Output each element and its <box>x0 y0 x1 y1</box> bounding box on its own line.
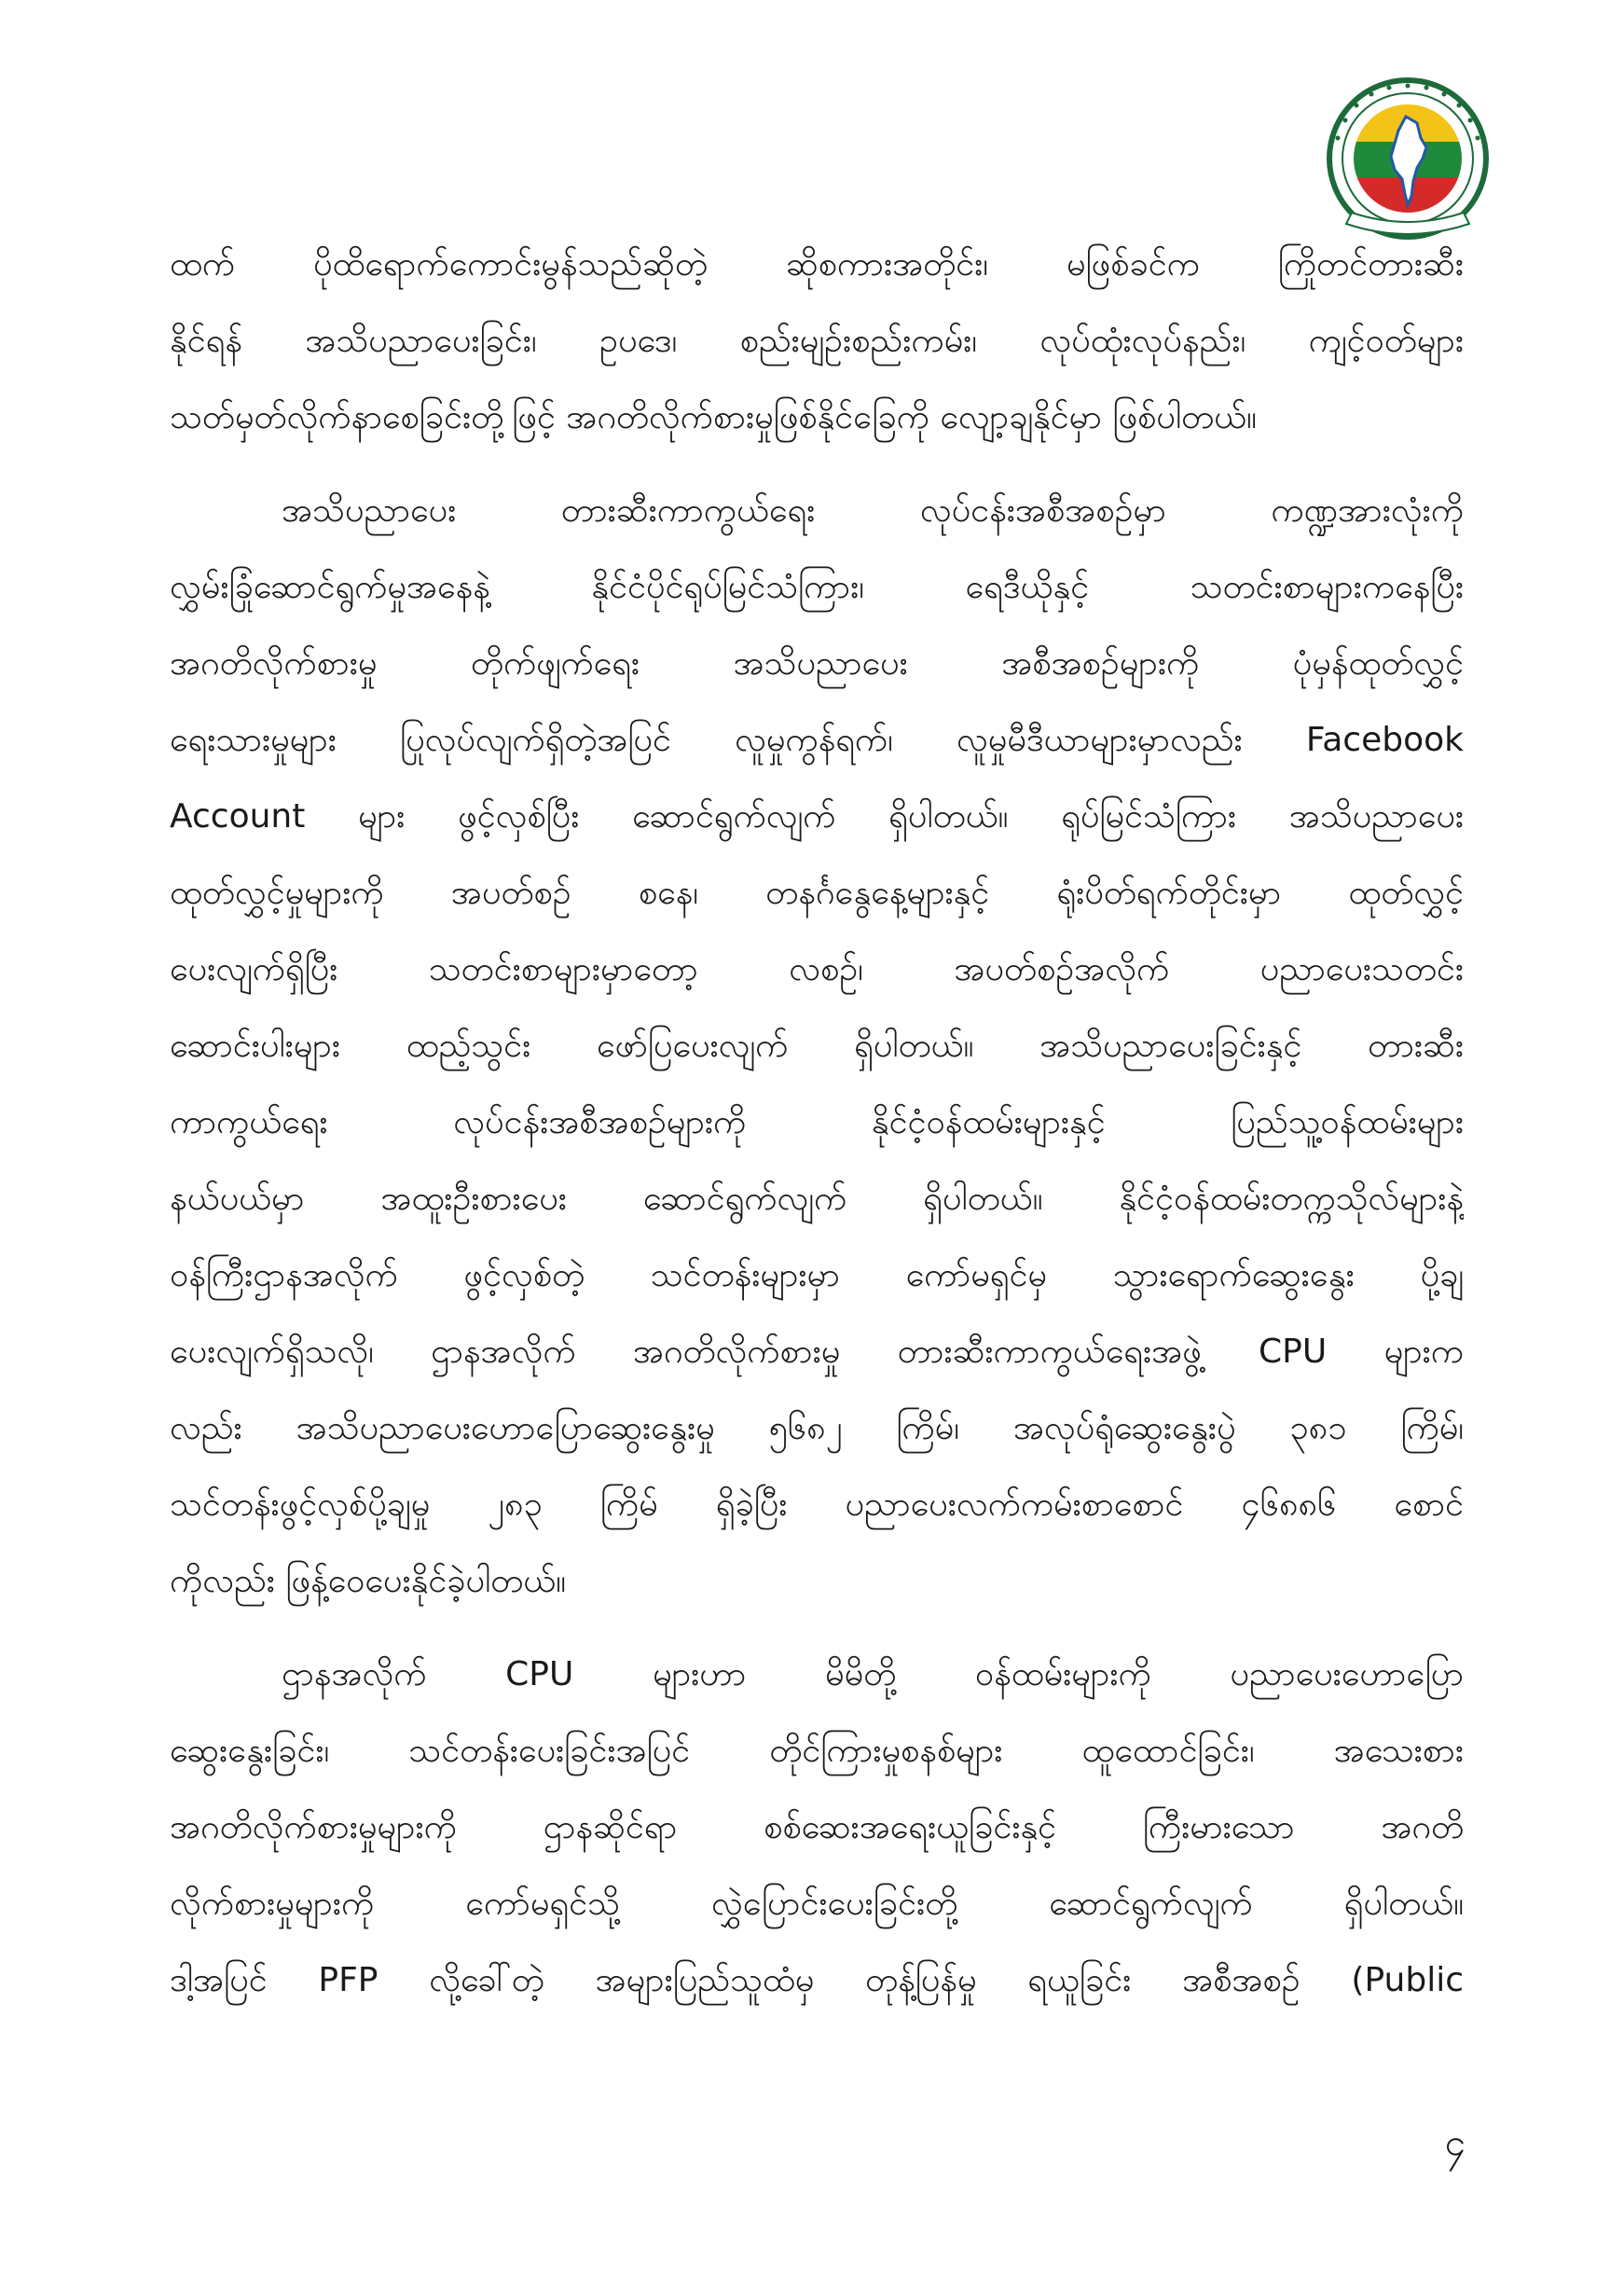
myanmar-map-emblem-icon <box>1314 65 1501 252</box>
paragraph-2 <box>170 473 1464 1620</box>
text-line: သတ်မှတ်လိုက်နာစေခြင်းတို့ဖြင့် အဂတိလိုက်စားမှုဖြစ်နိုင်ခြေကို လျော့ချနိုင်မှာ ဖြစ်ပါတယ်။ <box>170 398 1257 436</box>
text-line: အဂတိလိုက်စားမှု တိုက်ဖျက်ရေး အသိပညာပေး အစီအစဉ်များကို ပုံမှန်ထုတ်လွှင့် <box>170 644 1464 683</box>
text-line: ကိုလည်း ဖြန့်ဝေပေးနိုင်ခဲ့ပါတယ်။ <box>170 1562 567 1600</box>
text-line: နိုင်ရန် အသိပညာပေးခြင်း၊ ဥပဒေ၊ စည်းမျဉ်းစည်းကမ်း၊ လုပ်ထုံးလုပ်နည်း၊ ကျင့်ဝတ်များ <box>170 322 1464 360</box>
text-line: နယ်ပယ်မှာ အထူးဦးစားပေး ဆောင်ရွက်လျက် ရှိပါတယ်။ နိုင်ငံ့ဝန်ထမ်းတက္ကသိုလ်များနဲ့ <box>170 1180 1464 1218</box>
page-number: ၄ <box>1444 2121 1466 2164</box>
text-line: အဂတိလိုက်စားမှုများကို ဌာနဆိုင်ရာ စစ်ဆေးအရေးယူခြင်းနှင့် ကြီးမားသော အဂတိ <box>170 1808 1464 1846</box>
text-line: ဝန်ကြီးဌာနအလိုက် ဖွင့်လှစ်တဲ့ သင်တန်းများမှာ ကော်မရှင်မှ သွားရောက်ဆွေးနွေး ပို့ချ <box>170 1256 1464 1294</box>
paragraph-3 <box>170 1637 1464 2019</box>
text-line: လွှမ်းခြုံဆောင်ရွက်မှုအနေနဲ့ နိုင်ငံပိုင်ရုပ်မြင်သံကြား၊ ရေဒီယိုနှင့် သတင်းစာများကနေပြီး <box>170 568 1464 606</box>
text-line: ပေးလျက်ရှိသလို၊ ဌာနအလိုက် အဂတိလိုက်စားမှု တားဆီးကာကွယ်ရေးအဖွဲ့ CPU များက <box>170 1333 1464 1371</box>
text-line: ဆွေးနွေးခြင်း၊ သင်တန်းပေးခြင်းအပြင် တိုင်ကြားမှုစနစ်များ ထူထောင်ခြင်း၊ အသေးစား <box>170 1732 1464 1770</box>
text-line: ဒါ့အပြင် PFP လို့ခေါ်တဲ့ အများပြည်သူထံမှ တုန့်ပြန်မှု ရယူခြင်း အစီအစဉ် (Public <box>170 1961 1464 1999</box>
text-line: လည်း အသိပညာပေးဟောပြောဆွေးနွေးမှု ၅၆၈၂ ကြိမ်၊ အလုပ်ရုံဆွေးနွေးပွဲ ၃၈၁ ကြိမ်၊ <box>170 1409 1464 1447</box>
emblem-logo <box>1314 65 1501 252</box>
text-line: Account များ ဖွင့်လှစ်ပြီး ဆောင်ရွက်လျက် ရှိပါတယ်။ ရုပ်မြင်သံကြား အသိပညာပေး <box>170 797 1464 836</box>
paragraph-1 <box>170 227 1464 456</box>
text-line: ဌာနအလိုက် CPU များဟာ မိမိတို့ ဝန်ထမ်းများကို ပညာပေးဟောပြော <box>282 1655 1464 1693</box>
text-line: ထုတ်လွှင့်မှုများကို အပတ်စဉ် စနေ၊ တနင်္ဂနွေနေ့များနှင့် ရုံးပိတ်ရက်တိုင်းမှာ ထုတ်လွှင့် <box>170 874 1464 912</box>
text-line: ဆောင်းပါးများ ထည့်သွင်း ဖော်ပြပေးလျက် ရှိပါတယ်။ အသိပညာပေးခြင်းနှင့် တားဆီး <box>170 1027 1464 1065</box>
text-line: အသိပညာပေး တားဆီးကာကွယ်ရေး လုပ်ငန်းအစီအစဉ်မှာ ကဏ္ဍအားလုံးကို <box>282 491 1464 530</box>
body-text <box>170 227 1464 2036</box>
text-line: သင်တန်းဖွင့်လှစ်ပို့ချမှု ၂၈၃ ကြိမ် ရှိခဲ့ပြီး ပညာပေးလက်ကမ်းစာစောင် ၄၆၈၈၆ စောင် <box>170 1485 1464 1524</box>
text-line: လိုက်စားမှုများကို ကော်မရှင်သို့ လွှဲပြောင်းပေးခြင်းတို့ ဆောင်ရွက်လျက် ရှိပါတယ်။ <box>170 1885 1464 1923</box>
text-line: ထက် ပိုထိရောက်ကောင်းမွန်သည်ဆိုတဲ့ ဆိုစကားအတိုင်း၊ မဖြစ်ခင်က ကြိုတင်တားဆီး <box>170 245 1464 283</box>
text-line: ကာကွယ်ရေး လုပ်ငန်းအစီအစဉ်များကို နိုင်ငံ့ဝန်ထမ်းများနှင့် ပြည်သူ့ဝန်ထမ်းများ <box>170 1103 1464 1141</box>
text-line: ပေးလျက်ရှိပြီး သတင်းစာများမှာတော့ လစဉ်၊ အပတ်စဉ်အလိုက် ပညာပေးသတင်း <box>170 950 1464 988</box>
text-line: ရေးသားမှုများ ပြုလုပ်လျက်ရှိတဲ့အပြင် လူမှုကွန်ရက်၊ လူမှုမီဒီယာများမှာလည်း Facebook <box>170 721 1464 759</box>
